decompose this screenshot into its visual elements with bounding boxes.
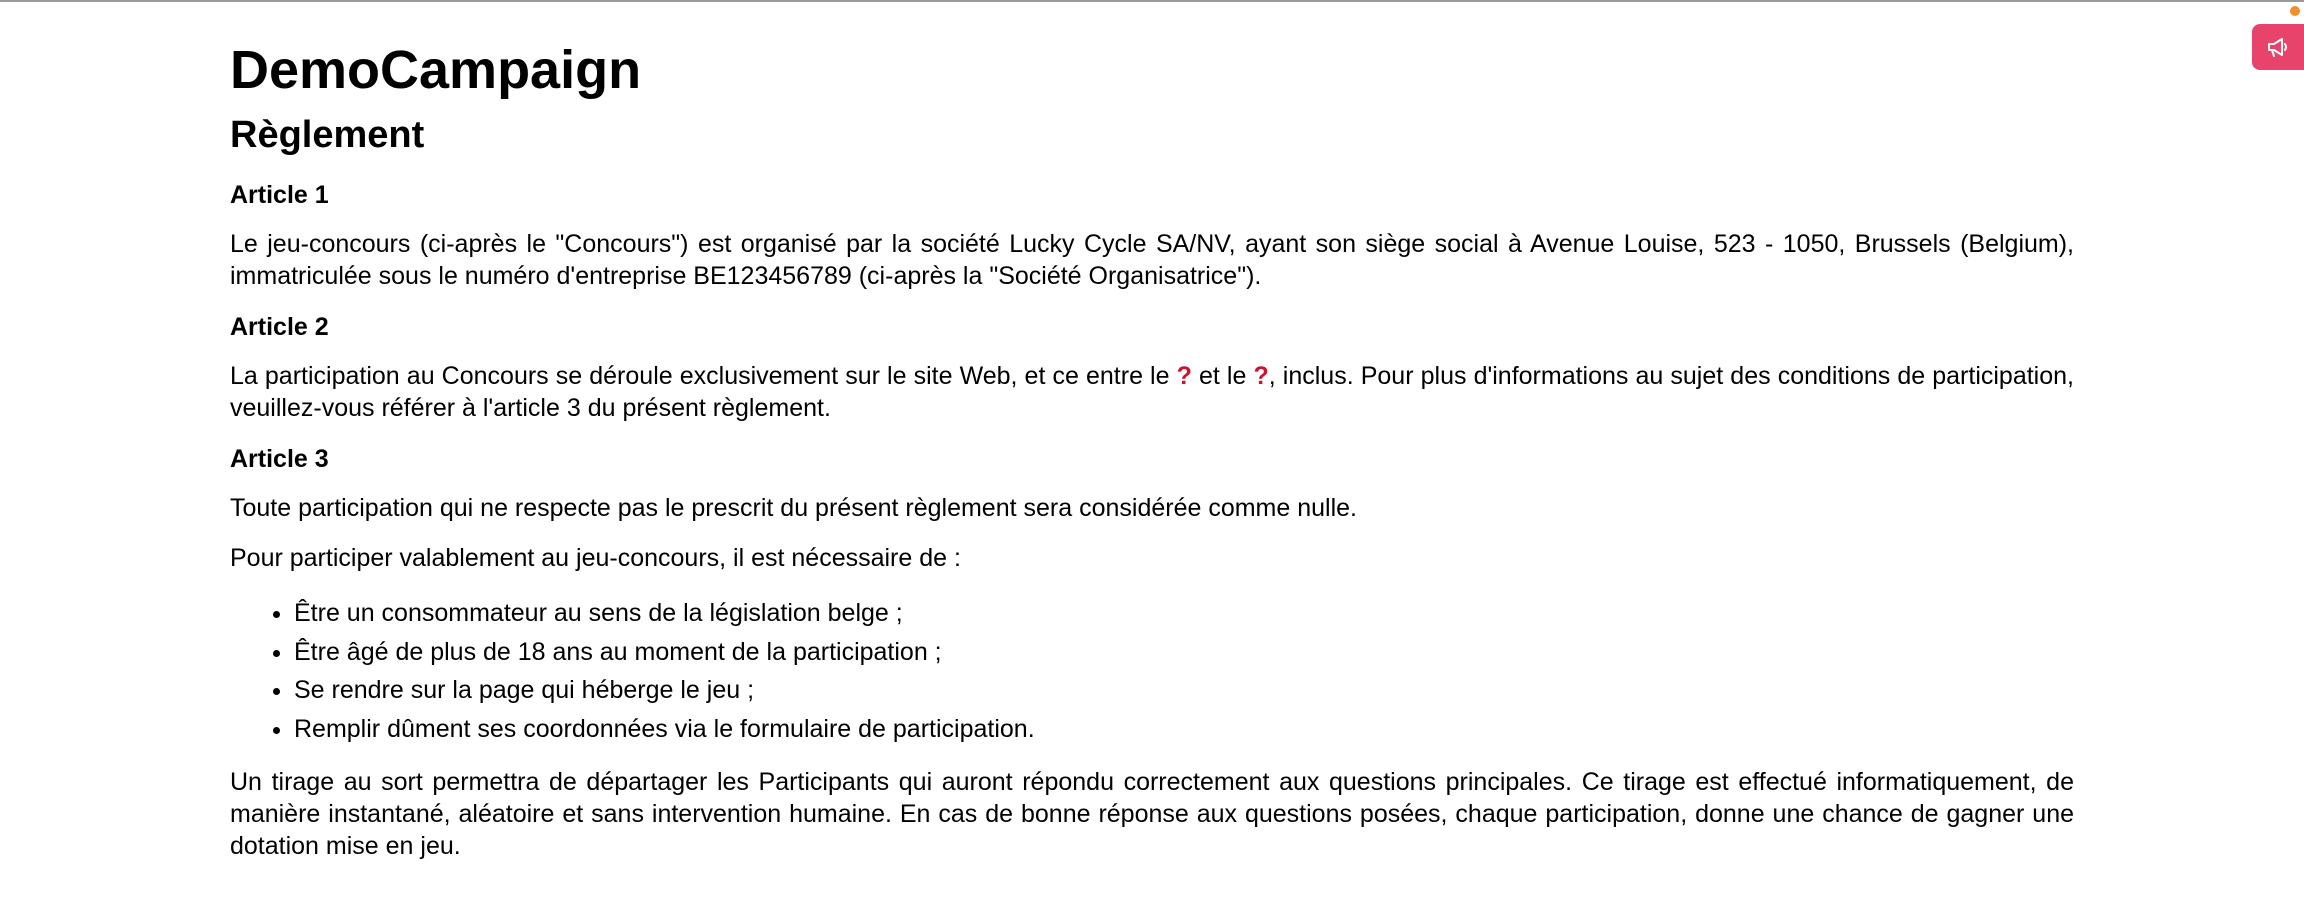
list-item: • Être un consommateur au sens de la législation belge ; — [294, 594, 2074, 633]
notification-dot — [2290, 6, 2300, 16]
campaign-title: DemoCampaign — [230, 40, 642, 100]
article-2-text-part3: , inclus. Pour plus d'informations au sujet des conditions de participation, veuillez-vous référer à l'article 3 du présent règlement. — [230, 362, 2074, 422]
end-date-placeholder: ? — [1253, 362, 1269, 390]
article-3-draw-text: Un tirage au sort permettra de départager les Participants qui auront répondu correctement aux questions principales. Ce tirage est effectué informatiquement, de manière instantané, aléatoire et sans intervention humaine. En cas de bonne réponse aux questions posées, chaque participation, donne une chance de gagner une dotation mise en jeu. — [230, 768, 2074, 860]
article-2-text — [230, 360, 2074, 424]
article-1-heading: Article 1 — [230, 181, 329, 209]
start-date-placeholder: ? — [1176, 362, 1192, 390]
article-3-intro: Toute participation qui ne respecte pas le prescrit du présent règlement sera considérée comme nulle. — [230, 494, 1358, 522]
megaphone-icon — [2266, 36, 2290, 58]
article-3-requirements-intro: Pour participer valablement au jeu-concours, il est nécessaire de : — [230, 544, 961, 572]
list-item: • Remplir dûment ses coordonnées via le formulaire de participation. — [294, 710, 2074, 749]
rules-document — [230, 36, 2074, 862]
article-1-text: Le jeu-concours (ci-après le "Concours") est organisé par la société Lucky Cycle SA/NV, ayant son siège social à Avenue Louise, 523 - 1050, Brussels (Belgium), immatriculée sous le numéro d'entreprise BE123456789 (ci-après la "Société Organisatrice"). — [230, 230, 2074, 290]
article-3-heading: Article 3 — [230, 445, 329, 473]
top-border — [0, 0, 2304, 2]
article-2-heading: Article 2 — [230, 313, 329, 341]
section-title: Règlement — [230, 114, 425, 156]
requirements-list — [230, 594, 2074, 748]
article-2-text-part2: et le — [1191, 362, 1254, 390]
list-item: • Être âgé de plus de 18 ans au moment de la participation ; — [294, 633, 2074, 672]
list-item: • Se rendre sur la page qui héberge le jeu ; — [294, 671, 2074, 710]
feedback-button[interactable] — [2252, 24, 2304, 70]
article-2-text-part1: La participation au Concours se déroule exclusivement sur le site Web, et ce entre le — [230, 362, 1177, 390]
